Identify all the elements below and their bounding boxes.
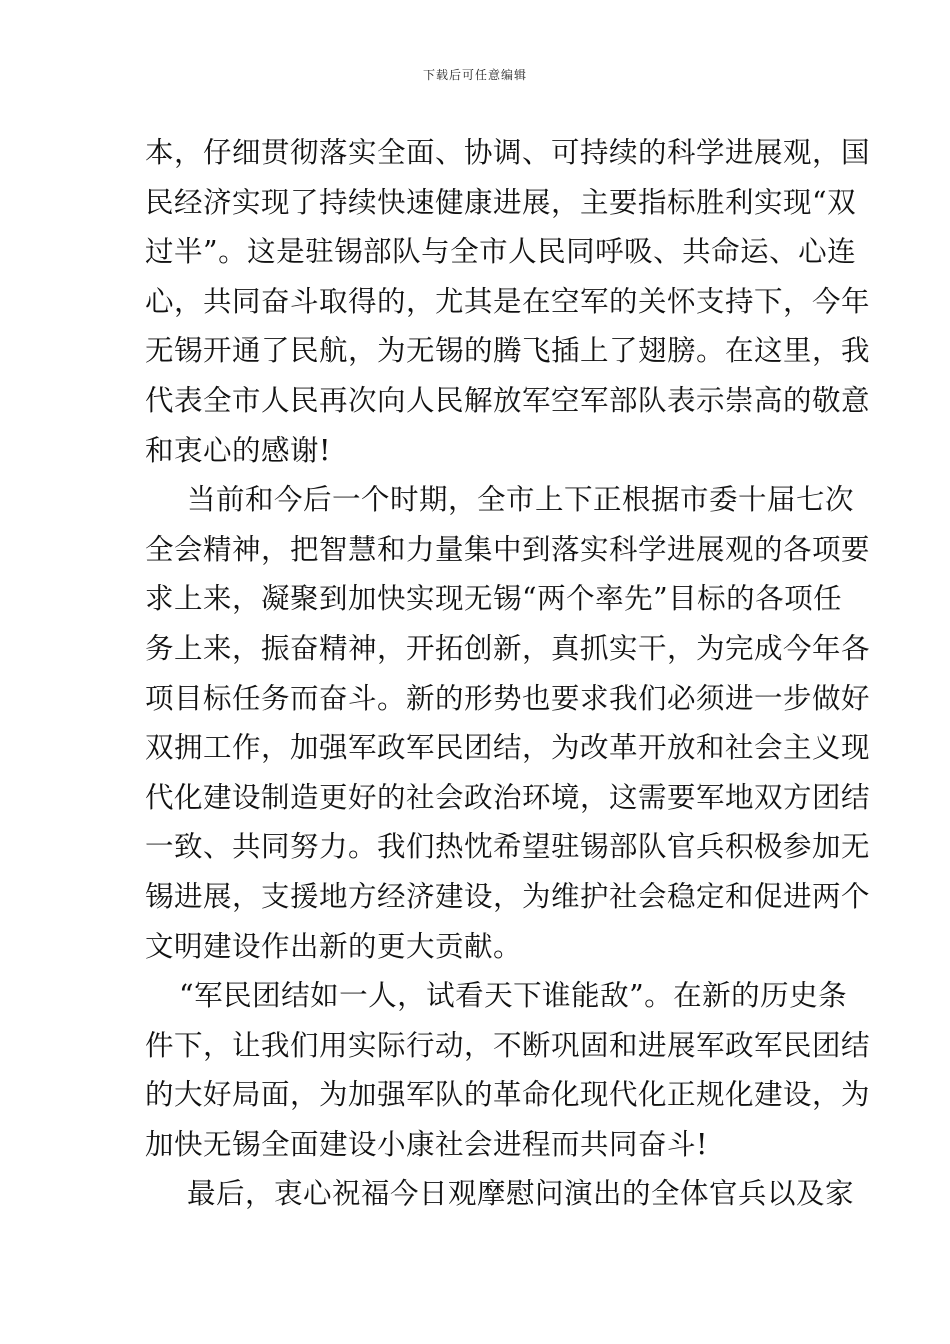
- page-header-note: 下载后可任意编辑: [422, 68, 527, 82]
- text-line: 本，仔细贯彻落实全面、协调、可持续的科学进展观，国: [145, 136, 871, 169]
- text-line: 务上来，振奋精神，开拓创新，真抓实干，为完成今年各: [145, 631, 871, 665]
- text-line: 和衷心的感谢!: [145, 433, 331, 467]
- text-line: 心，共同奋斗取得的，尤其是在空军的关怀支持下，今年: [145, 284, 871, 318]
- text-line: 的大好局面，为加强军队的革命化现代化正规化建设，为: [145, 1078, 871, 1112]
- text-line: 加快无锡全面建设小康社会进程而共同奋斗!: [145, 1127, 708, 1161]
- text-line: 求上来，凝聚到加快实现无锡“两个率先”目标的各项任: [145, 582, 843, 616]
- text-line: 民经济实现了持续快速健康进展，主要指标胜利实现“双: [145, 185, 857, 219]
- text-line: 代表全市人民再次向人民解放军空军部队表示崇高的敬意: [145, 383, 871, 417]
- text-line: 最后，衷心祝福今日观摩慰问演出的全体官兵以及家: [187, 1177, 855, 1211]
- text-line: 过半”。这是驻锡部队与全市人民同呼吸、共命运、心连: [145, 235, 857, 269]
- text-line: 当前和今后一个时期，全市上下正根据市委十届七次: [187, 483, 855, 517]
- text-line: 无锡开通了民航，为无锡的腾飞插上了翅膀。在这里，我: [145, 334, 871, 368]
- text-line: 双拥工作，加强军政军民团结，为改革开放和社会主义现: [145, 731, 871, 765]
- text-line: “军民团结如一人，试看天下谁能敌”。在新的历史条: [179, 979, 848, 1013]
- text-line: 代化建设制造更好的社会政治环境，这需要军地双方团结: [145, 780, 871, 814]
- document-body: [145, 128, 871, 1219]
- text-line: 项目标任务而奋斗。新的形势也要求我们必须进一步做好: [145, 681, 871, 715]
- text-line: 件下，让我们用实际行动，不断巩固和进展军政军民团结: [145, 1028, 871, 1062]
- text-line: 文明建设作出新的更大贡献。: [145, 929, 523, 963]
- text-line: 全会精神，把智慧和力量集中到落实科学进展观的各项要: [145, 532, 871, 566]
- text-line: 一致、共同努力。我们热忱希望驻锡部队官兵积极参加无: [145, 830, 871, 864]
- text-line: 锡进展，支援地方经济建设，为维护社会稳定和促进两个: [145, 879, 871, 913]
